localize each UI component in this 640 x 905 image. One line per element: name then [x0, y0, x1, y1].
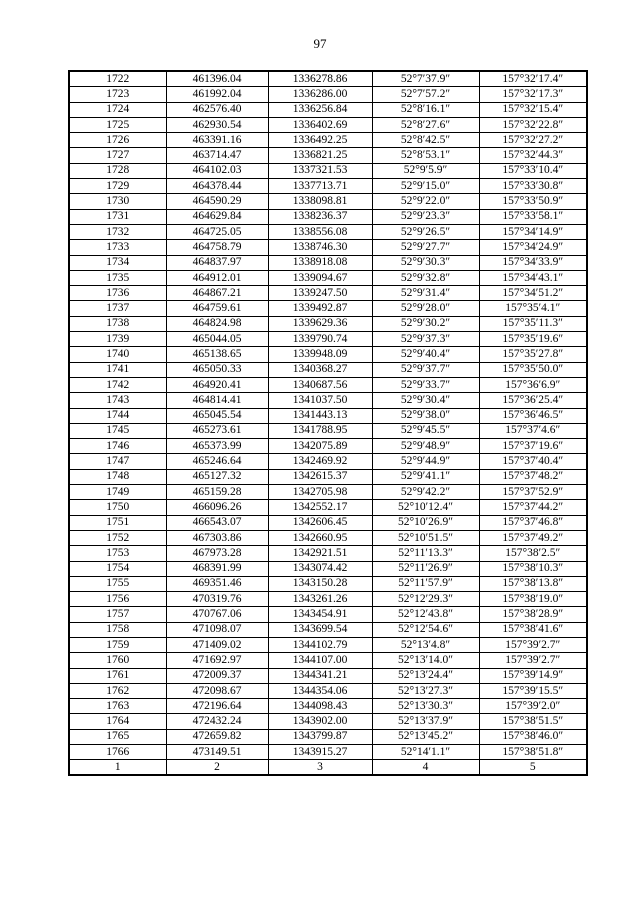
x-coordinate-cell: 465159.28 [166, 485, 268, 500]
table-row [69, 561, 587, 576]
point-number-cell: 1730 [69, 194, 166, 209]
latitude-cell: 52°8′53.1″ [372, 148, 479, 163]
y-coordinate-cell: 1344354.06 [268, 683, 372, 698]
point-number-cell: 1759 [69, 637, 166, 652]
y-coordinate-cell: 1344102.79 [268, 637, 372, 652]
x-coordinate-cell: 472009.37 [166, 668, 268, 683]
table-row [69, 530, 587, 545]
y-coordinate-cell: 1336402.69 [268, 117, 372, 132]
x-coordinate-cell: 464378.44 [166, 179, 268, 194]
x-coordinate-cell: 470767.06 [166, 607, 268, 622]
coordinates-table-body [69, 71, 587, 760]
table-row [69, 240, 587, 255]
table-row [69, 699, 587, 714]
table-row [69, 270, 587, 285]
y-coordinate-cell: 1342552.17 [268, 500, 372, 515]
point-number-cell: 1727 [69, 148, 166, 163]
latitude-cell: 52°9′30.2″ [372, 316, 479, 331]
y-coordinate-cell: 1338556.08 [268, 224, 372, 239]
y-coordinate-cell: 1338098.81 [268, 194, 372, 209]
point-number-cell: 1743 [69, 393, 166, 408]
point-number-cell: 1757 [69, 607, 166, 622]
longitude-cell: 157°35′11.3″ [479, 316, 587, 331]
latitude-cell: 52°8′27.6″ [372, 117, 479, 132]
latitude-cell: 52°9′27.7″ [372, 240, 479, 255]
longitude-cell: 157°39′15.5″ [479, 683, 587, 698]
y-coordinate-cell: 1336256.84 [268, 102, 372, 117]
latitude-cell: 52°11′26.9″ [372, 561, 479, 576]
latitude-cell: 52°9′22.0″ [372, 194, 479, 209]
latitude-cell: 52°9′37.7″ [372, 362, 479, 377]
table-row [69, 622, 587, 637]
x-coordinate-cell: 462930.54 [166, 117, 268, 132]
table-row [69, 347, 587, 362]
table-row [69, 393, 587, 408]
latitude-cell: 52°12′54.6″ [372, 622, 479, 637]
coordinates-table [68, 70, 588, 776]
latitude-cell: 52°13′24.4″ [372, 668, 479, 683]
latitude-cell: 52°7′57.2″ [372, 87, 479, 102]
latitude-cell: 52°12′29.3″ [372, 592, 479, 607]
table-row [69, 87, 587, 102]
point-number-cell: 1760 [69, 653, 166, 668]
table-row [69, 117, 587, 132]
x-coordinate-cell: 466543.07 [166, 515, 268, 530]
point-number-cell: 1726 [69, 133, 166, 148]
point-number-cell: 1761 [69, 668, 166, 683]
latitude-cell: 52°9′33.7″ [372, 377, 479, 392]
x-coordinate-cell: 466096.26 [166, 500, 268, 515]
y-coordinate-cell: 1343074.42 [268, 561, 372, 576]
point-number-cell: 1722 [69, 71, 166, 87]
point-number-cell: 1756 [69, 592, 166, 607]
latitude-cell: 52°9′23.3″ [372, 209, 479, 224]
longitude-cell: 157°38′10.3″ [479, 561, 587, 576]
table-row [69, 546, 587, 561]
longitude-cell: 157°32′44.3″ [479, 148, 587, 163]
table-row [69, 179, 587, 194]
y-coordinate-cell: 1342921.51 [268, 546, 372, 561]
x-coordinate-cell: 465373.99 [166, 439, 268, 454]
latitude-cell: 52°9′5.9″ [372, 163, 479, 178]
x-coordinate-cell: 472432.24 [166, 714, 268, 729]
point-number-cell: 1752 [69, 530, 166, 545]
y-coordinate-cell: 1338236.37 [268, 209, 372, 224]
longitude-cell: 157°34′33.9″ [479, 255, 587, 270]
x-coordinate-cell: 465050.33 [166, 362, 268, 377]
y-coordinate-cell: 1338746.30 [268, 240, 372, 255]
point-number-cell: 1748 [69, 469, 166, 484]
table-row [69, 607, 587, 622]
longitude-cell: 157°33′58.1″ [479, 209, 587, 224]
x-coordinate-cell: 464725.05 [166, 224, 268, 239]
latitude-cell: 52°9′45.5″ [372, 423, 479, 438]
table-row [69, 469, 587, 484]
table-row [69, 133, 587, 148]
point-number-cell: 1754 [69, 561, 166, 576]
table-row [69, 439, 587, 454]
y-coordinate-cell: 1343150.28 [268, 576, 372, 591]
y-coordinate-cell: 1339492.87 [268, 301, 372, 316]
x-coordinate-cell: 473149.51 [166, 745, 268, 760]
x-coordinate-cell: 467973.28 [166, 546, 268, 561]
table-row [69, 729, 587, 744]
longitude-cell: 157°34′14.9″ [479, 224, 587, 239]
x-coordinate-cell: 464824.98 [166, 316, 268, 331]
longitude-cell: 157°38′2.5″ [479, 546, 587, 561]
table-row [69, 332, 587, 347]
x-coordinate-cell: 462576.40 [166, 102, 268, 117]
point-number-cell: 1750 [69, 500, 166, 515]
latitude-cell: 52°10′12.4″ [372, 500, 479, 515]
x-coordinate-cell: 464590.29 [166, 194, 268, 209]
point-number-cell: 1740 [69, 347, 166, 362]
point-number-cell: 1732 [69, 224, 166, 239]
table-row [69, 377, 587, 392]
longitude-cell: 157°35′27.8″ [479, 347, 587, 362]
point-number-cell: 1723 [69, 87, 166, 102]
point-number-cell: 1758 [69, 622, 166, 637]
longitude-cell: 157°38′46.0″ [479, 729, 587, 744]
y-coordinate-cell: 1341443.13 [268, 408, 372, 423]
x-coordinate-cell: 461396.04 [166, 71, 268, 87]
x-coordinate-cell: 465273.61 [166, 423, 268, 438]
column-number-row [69, 760, 587, 776]
longitude-cell: 157°39′2.7″ [479, 653, 587, 668]
point-number-cell: 1753 [69, 546, 166, 561]
table-row [69, 515, 587, 530]
y-coordinate-cell: 1343799.87 [268, 729, 372, 744]
table-row [69, 301, 587, 316]
longitude-cell: 157°37′48.2″ [479, 469, 587, 484]
table-row [69, 71, 587, 87]
x-coordinate-cell: 463714.47 [166, 148, 268, 163]
y-coordinate-cell: 1338918.08 [268, 255, 372, 270]
point-number-cell: 1728 [69, 163, 166, 178]
longitude-cell: 157°39′14.9″ [479, 668, 587, 683]
point-number-cell: 1766 [69, 745, 166, 760]
longitude-cell: 157°35′50.0″ [479, 362, 587, 377]
point-number-cell: 1765 [69, 729, 166, 744]
latitude-cell: 52°9′30.3″ [372, 255, 479, 270]
table-row [69, 592, 587, 607]
x-coordinate-cell: 471098.07 [166, 622, 268, 637]
point-number-cell: 1725 [69, 117, 166, 132]
latitude-cell: 52°12′43.8″ [372, 607, 479, 622]
y-coordinate-cell: 1339247.50 [268, 286, 372, 301]
x-coordinate-cell: 464629.84 [166, 209, 268, 224]
latitude-cell: 52°13′14.0″ [372, 653, 479, 668]
longitude-cell: 157°38′51.8″ [479, 745, 587, 760]
y-coordinate-cell: 1344107.00 [268, 653, 372, 668]
table-row [69, 745, 587, 760]
x-coordinate-cell: 468391.99 [166, 561, 268, 576]
latitude-cell: 52°8′16.1″ [372, 102, 479, 117]
column-number: 3 [268, 760, 372, 776]
table-row [69, 653, 587, 668]
table-row [69, 500, 587, 515]
latitude-cell: 52°9′26.5″ [372, 224, 479, 239]
latitude-cell: 52°14′1.1″ [372, 745, 479, 760]
x-coordinate-cell: 464912.01 [166, 270, 268, 285]
y-coordinate-cell: 1341788.95 [268, 423, 372, 438]
table-row [69, 102, 587, 117]
x-coordinate-cell: 464758.79 [166, 240, 268, 255]
latitude-cell: 52°9′30.4″ [372, 393, 479, 408]
table-row [69, 148, 587, 163]
longitude-cell: 157°37′4.6″ [479, 423, 587, 438]
point-number-cell: 1741 [69, 362, 166, 377]
x-coordinate-cell: 469351.46 [166, 576, 268, 591]
y-coordinate-cell: 1339094.67 [268, 270, 372, 285]
point-number-cell: 1739 [69, 332, 166, 347]
table-row [69, 408, 587, 423]
longitude-cell: 157°37′52.9″ [479, 485, 587, 500]
longitude-cell: 157°38′41.6″ [479, 622, 587, 637]
latitude-cell: 52°9′40.4″ [372, 347, 479, 362]
y-coordinate-cell: 1336821.25 [268, 148, 372, 163]
longitude-cell: 157°37′49.2″ [479, 530, 587, 545]
y-coordinate-cell: 1337321.53 [268, 163, 372, 178]
longitude-cell: 157°37′19.6″ [479, 439, 587, 454]
x-coordinate-cell: 464102.03 [166, 163, 268, 178]
latitude-cell: 52°10′26.9″ [372, 515, 479, 530]
longitude-cell: 157°38′51.5″ [479, 714, 587, 729]
latitude-cell: 52°11′57.9″ [372, 576, 479, 591]
longitude-cell: 157°33′10.4″ [479, 163, 587, 178]
table-row [69, 286, 587, 301]
point-number-cell: 1745 [69, 423, 166, 438]
latitude-cell: 52°13′45.2″ [372, 729, 479, 744]
longitude-cell: 157°39′2.0″ [479, 699, 587, 714]
y-coordinate-cell: 1342660.95 [268, 530, 372, 545]
longitude-cell: 157°35′4.1″ [479, 301, 587, 316]
x-coordinate-cell: 470319.76 [166, 592, 268, 607]
point-number-cell: 1749 [69, 485, 166, 500]
longitude-cell: 157°34′24.9″ [479, 240, 587, 255]
table-row [69, 194, 587, 209]
x-coordinate-cell: 472098.67 [166, 683, 268, 698]
latitude-cell: 52°11′13.3″ [372, 546, 479, 561]
point-number-cell: 1738 [69, 316, 166, 331]
longitude-cell: 157°32′17.3″ [479, 87, 587, 102]
latitude-cell: 52°10′51.5″ [372, 530, 479, 545]
point-number-cell: 1747 [69, 454, 166, 469]
y-coordinate-cell: 1339629.36 [268, 316, 372, 331]
point-number-cell: 1731 [69, 209, 166, 224]
latitude-cell: 52°8′42.5″ [372, 133, 479, 148]
longitude-cell: 157°35′19.6″ [479, 332, 587, 347]
longitude-cell: 157°32′15.4″ [479, 102, 587, 117]
longitude-cell: 157°34′51.2″ [479, 286, 587, 301]
point-number-cell: 1735 [69, 270, 166, 285]
point-number-cell: 1742 [69, 377, 166, 392]
point-number-cell: 1755 [69, 576, 166, 591]
x-coordinate-cell: 472196.64 [166, 699, 268, 714]
longitude-cell: 157°37′40.4″ [479, 454, 587, 469]
x-coordinate-cell: 461992.04 [166, 87, 268, 102]
y-coordinate-cell: 1343699.54 [268, 622, 372, 637]
x-coordinate-cell: 464837.97 [166, 255, 268, 270]
x-coordinate-cell: 465045.54 [166, 408, 268, 423]
point-number-cell: 1734 [69, 255, 166, 270]
x-coordinate-cell: 467303.86 [166, 530, 268, 545]
y-coordinate-cell: 1336492.25 [268, 133, 372, 148]
longitude-cell: 157°33′50.9″ [479, 194, 587, 209]
x-coordinate-cell: 465138.65 [166, 347, 268, 362]
latitude-cell: 52°13′4.8″ [372, 637, 479, 652]
y-coordinate-cell: 1336278.86 [268, 71, 372, 87]
longitude-cell: 157°36′6.9″ [479, 377, 587, 392]
longitude-cell: 157°36′25.4″ [479, 393, 587, 408]
table-row [69, 209, 587, 224]
y-coordinate-cell: 1342615.37 [268, 469, 372, 484]
y-coordinate-cell: 1342469.92 [268, 454, 372, 469]
y-coordinate-cell: 1337713.71 [268, 179, 372, 194]
table-row [69, 714, 587, 729]
point-number-cell: 1733 [69, 240, 166, 255]
point-number-cell: 1763 [69, 699, 166, 714]
table-row [69, 683, 587, 698]
latitude-cell: 52°9′44.9″ [372, 454, 479, 469]
table-row [69, 485, 587, 500]
latitude-cell: 52°9′48.9″ [372, 439, 479, 454]
latitude-cell: 52°9′32.8″ [372, 270, 479, 285]
point-number-cell: 1764 [69, 714, 166, 729]
latitude-cell: 52°9′37.3″ [372, 332, 479, 347]
page-number: 97 [313, 36, 327, 51]
x-coordinate-cell: 472659.82 [166, 729, 268, 744]
x-coordinate-cell: 471692.97 [166, 653, 268, 668]
column-number: 2 [166, 760, 268, 776]
longitude-cell: 157°38′28.9″ [479, 607, 587, 622]
x-coordinate-cell: 464920.41 [166, 377, 268, 392]
x-coordinate-cell: 464867.21 [166, 286, 268, 301]
table-row [69, 668, 587, 683]
longitude-cell: 157°32′17.4″ [479, 71, 587, 87]
latitude-cell: 52°9′38.0″ [372, 408, 479, 423]
latitude-cell: 52°9′41.1″ [372, 469, 479, 484]
x-coordinate-cell: 464759.61 [166, 301, 268, 316]
point-number-cell: 1744 [69, 408, 166, 423]
latitude-cell: 52°9′42.2″ [372, 485, 479, 500]
table-row [69, 576, 587, 591]
longitude-cell: 157°37′46.8″ [479, 515, 587, 530]
longitude-cell: 157°32′27.2″ [479, 133, 587, 148]
table-row [69, 362, 587, 377]
x-coordinate-cell: 464814.41 [166, 393, 268, 408]
table-row [69, 316, 587, 331]
latitude-cell: 52°13′30.3″ [372, 699, 479, 714]
longitude-cell: 157°33′30.8″ [479, 179, 587, 194]
latitude-cell: 52°9′31.4″ [372, 286, 479, 301]
column-number: 4 [372, 760, 479, 776]
x-coordinate-cell: 471409.02 [166, 637, 268, 652]
table-row [69, 224, 587, 239]
column-number: 1 [69, 760, 166, 776]
longitude-cell: 157°34′43.1″ [479, 270, 587, 285]
table-row [69, 423, 587, 438]
longitude-cell: 157°38′19.0″ [479, 592, 587, 607]
x-coordinate-cell: 465044.05 [166, 332, 268, 347]
x-coordinate-cell: 465246.64 [166, 454, 268, 469]
point-number-cell: 1737 [69, 301, 166, 316]
y-coordinate-cell: 1339948.09 [268, 347, 372, 362]
y-coordinate-cell: 1336286.00 [268, 87, 372, 102]
y-coordinate-cell: 1341037.50 [268, 393, 372, 408]
latitude-cell: 52°9′28.0″ [372, 301, 479, 316]
longitude-cell: 157°32′22.8″ [479, 117, 587, 132]
table-row [69, 637, 587, 652]
y-coordinate-cell: 1344098.43 [268, 699, 372, 714]
point-number-cell: 1762 [69, 683, 166, 698]
y-coordinate-cell: 1343902.00 [268, 714, 372, 729]
y-coordinate-cell: 1342705.98 [268, 485, 372, 500]
longitude-cell: 157°39′2.7″ [479, 637, 587, 652]
y-coordinate-cell: 1342075.89 [268, 439, 372, 454]
point-number-cell: 1746 [69, 439, 166, 454]
latitude-cell: 52°13′37.9″ [372, 714, 479, 729]
point-number-cell: 1736 [69, 286, 166, 301]
point-number-cell: 1724 [69, 102, 166, 117]
table-row [69, 163, 587, 178]
y-coordinate-cell: 1340687.56 [268, 377, 372, 392]
y-coordinate-cell: 1342606.45 [268, 515, 372, 530]
longitude-cell: 157°38′13.8″ [479, 576, 587, 591]
y-coordinate-cell: 1344341.21 [268, 668, 372, 683]
column-number: 5 [479, 760, 587, 776]
x-coordinate-cell: 465127.32 [166, 469, 268, 484]
y-coordinate-cell: 1340368.27 [268, 362, 372, 377]
latitude-cell: 52°7′37.9″ [372, 71, 479, 87]
table-row [69, 255, 587, 270]
y-coordinate-cell: 1343261.26 [268, 592, 372, 607]
y-coordinate-cell: 1339790.74 [268, 332, 372, 347]
longitude-cell: 157°36′46.5″ [479, 408, 587, 423]
latitude-cell: 52°9′15.0″ [372, 179, 479, 194]
point-number-cell: 1751 [69, 515, 166, 530]
table-row [69, 454, 587, 469]
y-coordinate-cell: 1343454.91 [268, 607, 372, 622]
latitude-cell: 52°13′27.3″ [372, 683, 479, 698]
x-coordinate-cell: 463391.16 [166, 133, 268, 148]
y-coordinate-cell: 1343915.27 [268, 745, 372, 760]
point-number-cell: 1729 [69, 179, 166, 194]
longitude-cell: 157°37′44.2″ [479, 500, 587, 515]
